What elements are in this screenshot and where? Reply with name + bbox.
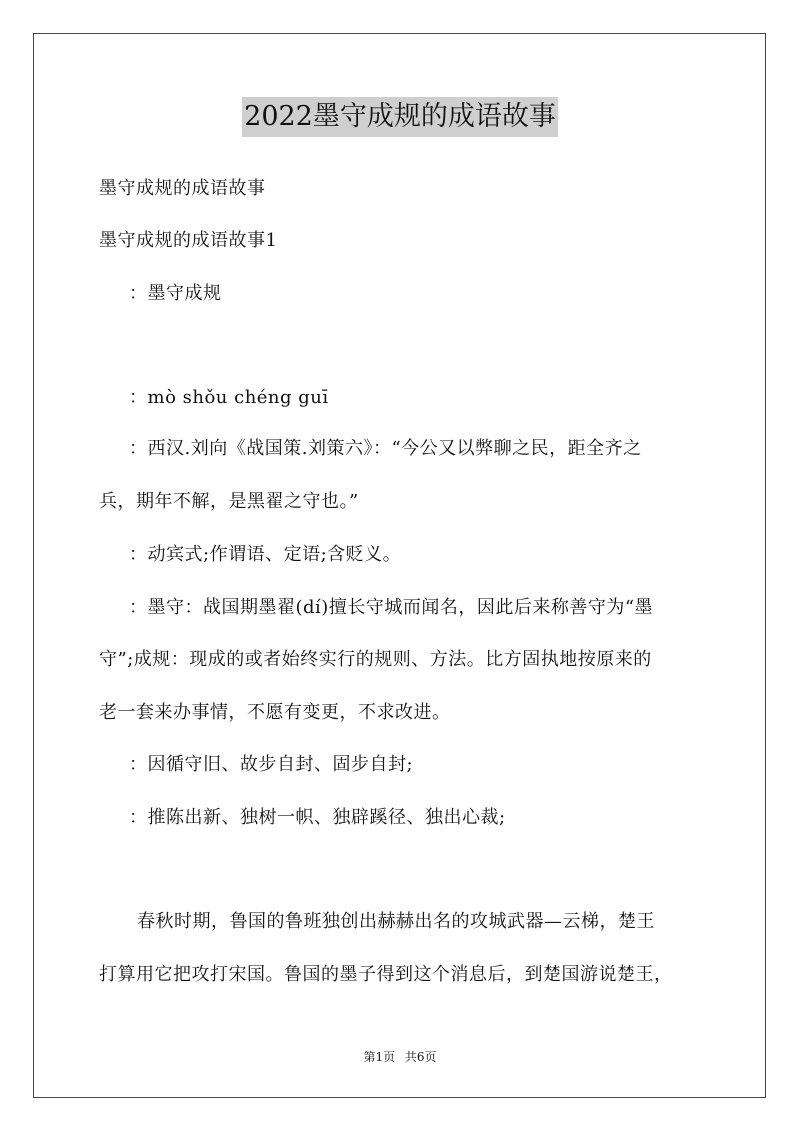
subheading-line: 墨守成规的成语故事1 — [99, 230, 278, 251]
title-container — [0, 97, 800, 137]
idiom-line: ：墨守成规 — [129, 283, 222, 304]
meaning-line-cont-2: 老一套来办事情，不愿有变更，不求改进。 — [99, 702, 451, 723]
source-line: ：西汉.刘向《战国策.刘策六》：“今公又以弊聊之民，距全齐之 — [129, 438, 642, 459]
heading-line: 墨守成规的成语故事 — [99, 178, 266, 199]
story-line-1: 春秋时期，鲁国的鲁班独创出赫赫出名的攻城武器—云梯，楚王 — [137, 911, 655, 932]
document-title: 2022墨守成规的成语故事 — [242, 97, 558, 137]
meaning-line-cont-1: 守”;成规：现成的或者始终实行的规则、方法。比方固执地按原来的 — [99, 649, 652, 670]
source-line-cont: 兵，期年不解，是黑翟之守也。” — [99, 491, 359, 512]
usage-line: ：动宾式;作谓语、定语;含贬义。 — [129, 544, 402, 565]
pinyin-line: ：mò shǒu chéng guī — [129, 387, 329, 408]
synonyms-line: ：因循守旧、故步自封、固步自封; — [129, 754, 414, 775]
story-line-2: 打算用它把攻打宋国。鲁国的墨子得到这个消息后，到楚国游说楚王， — [99, 964, 673, 985]
meaning-line: ：墨守：战国期墨翟(dí)擅长守城而闻名，因此后来称善守为“墨 — [129, 597, 654, 618]
page-footer: 第1页 共6页 — [363, 1050, 437, 1064]
antonyms-line: ：推陈出新、独树一帜、独辟蹊径、独出心裁; — [129, 807, 506, 828]
